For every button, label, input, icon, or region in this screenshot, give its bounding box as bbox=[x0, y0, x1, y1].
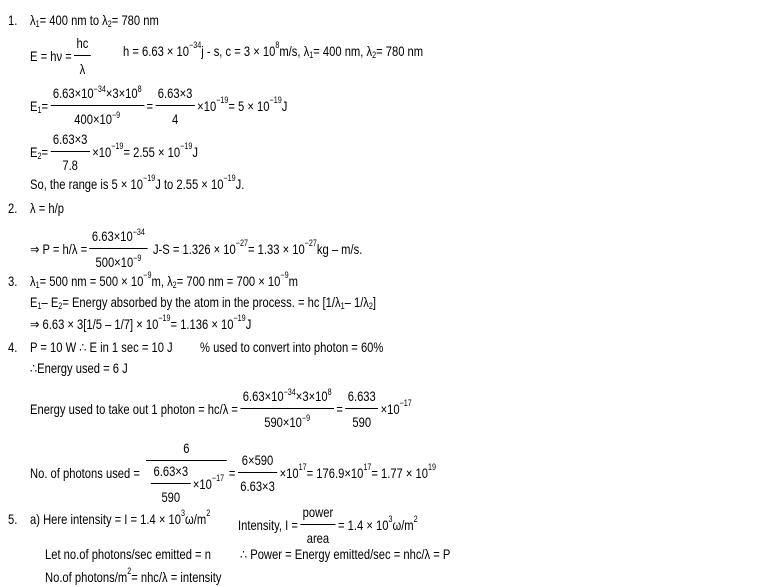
fraction bbox=[300, 504, 335, 546]
text: a) Here intensity = I = 1.4 × 10 bbox=[30, 511, 181, 527]
text: = 1.4 × 10 bbox=[337, 517, 389, 533]
text: = nhc/λ = intensity bbox=[131, 569, 222, 585]
q4-line1-percent bbox=[200, 339, 383, 355]
numerator bbox=[50, 85, 144, 105]
text: Let no.of photons/sec emitted = n bbox=[45, 546, 211, 562]
sub: 1 bbox=[35, 19, 40, 29]
sub: 2 bbox=[172, 280, 177, 290]
text: E = hν = bbox=[30, 48, 72, 64]
sup: −17 bbox=[399, 398, 412, 408]
text: 590×10 bbox=[264, 414, 302, 430]
sup: 3 bbox=[388, 514, 393, 524]
text: So, the range is 5 × 10 bbox=[30, 176, 144, 192]
numerator bbox=[90, 228, 148, 248]
sup: 8 bbox=[327, 387, 332, 397]
text: ω/m bbox=[185, 511, 207, 527]
denominator bbox=[240, 408, 334, 430]
q4-line2 bbox=[30, 360, 128, 376]
text: ⇒ P = h/λ = bbox=[30, 241, 88, 257]
text: ×3×10 bbox=[105, 85, 138, 101]
text: ∴ Power = Energy emitted/sec = nhc/λ = P bbox=[240, 546, 451, 562]
text: m, λ bbox=[151, 273, 173, 289]
q5-intensity-formula bbox=[238, 504, 418, 546]
text: ⇒ 6.63 × 3[1/5 – 1/7] × 10 bbox=[30, 316, 159, 332]
denominator: area bbox=[300, 524, 335, 546]
q1-given-values bbox=[123, 40, 424, 60]
sup: 17 bbox=[363, 461, 372, 472]
numerator: 6.63×3 bbox=[153, 463, 189, 479]
q5-line2a bbox=[45, 546, 211, 562]
text: = bbox=[228, 464, 236, 481]
text: J bbox=[281, 98, 288, 114]
q2-momentum-calc bbox=[30, 228, 362, 270]
q3-line3 bbox=[30, 313, 252, 332]
fraction bbox=[345, 388, 378, 430]
text: No.of photons/m bbox=[45, 569, 128, 585]
text: % used to convert into photon = 60% bbox=[200, 339, 384, 355]
denominator bbox=[90, 248, 148, 270]
sup: −34 bbox=[132, 227, 145, 237]
fraction bbox=[90, 228, 148, 270]
text: ω/m bbox=[392, 517, 414, 533]
sup: 17 bbox=[298, 461, 307, 472]
fraction bbox=[50, 85, 144, 127]
text: = 700 nm = 700 × 10 bbox=[176, 273, 281, 289]
sub: 1 bbox=[309, 50, 314, 60]
numerator: 6.63×3 bbox=[157, 85, 193, 101]
text: P = 10 W ∴ E in 1 sec = 10 J bbox=[30, 339, 173, 355]
text: = 5 × 10 bbox=[228, 98, 270, 114]
sub: 1 bbox=[37, 105, 42, 115]
text: = bbox=[41, 98, 49, 114]
q5-line3 bbox=[45, 566, 222, 585]
text: ×10 bbox=[279, 464, 299, 481]
sup: 8 bbox=[275, 40, 280, 50]
text: 400×10 bbox=[74, 111, 112, 127]
sup: −19 bbox=[111, 141, 124, 151]
text: E bbox=[30, 144, 38, 160]
text: ×10 bbox=[380, 401, 400, 417]
text: = 400 nm to λ bbox=[39, 12, 108, 28]
sup: 19 bbox=[428, 461, 437, 472]
q4-line1 bbox=[30, 339, 173, 355]
text: J-S = 1.326 × 10 bbox=[152, 241, 236, 257]
denominator: 590 bbox=[345, 408, 378, 430]
text: J to 2.55 × 10 bbox=[155, 176, 224, 192]
text: = 1.77 × 10 bbox=[371, 464, 429, 481]
text: 6.63×10 bbox=[91, 228, 133, 244]
sup: −19 bbox=[216, 95, 229, 105]
sup: 2 bbox=[127, 566, 132, 576]
sup: −27 bbox=[304, 238, 317, 248]
fraction bbox=[238, 452, 277, 494]
sup: −19 bbox=[158, 313, 171, 323]
denominator: 4 bbox=[155, 105, 194, 127]
sup: −9 bbox=[301, 413, 311, 423]
text: = Energy absorbed by the atom in the process. = hc [1/λ bbox=[62, 294, 341, 310]
text: E bbox=[30, 294, 38, 310]
text: 6.63×10 bbox=[52, 85, 94, 101]
sup: −19 bbox=[223, 173, 236, 183]
item-number: 3. bbox=[8, 273, 18, 289]
text: m bbox=[288, 273, 298, 289]
denominator: λ bbox=[74, 55, 91, 77]
numerator: hc bbox=[76, 35, 89, 51]
text: = bbox=[146, 98, 153, 114]
sup: −19 bbox=[143, 173, 156, 183]
text: J bbox=[245, 316, 252, 332]
text: – E bbox=[41, 294, 59, 310]
numerator: 6.633 bbox=[347, 388, 376, 404]
text: = 780 nm bbox=[376, 43, 424, 59]
q1-e2-calc bbox=[30, 131, 198, 173]
text: Intensity, I = bbox=[238, 517, 298, 533]
text: j - s, c = 3 × 10 bbox=[201, 43, 276, 59]
text: = bbox=[41, 144, 49, 160]
fraction bbox=[155, 85, 194, 127]
text: ×10 bbox=[192, 476, 212, 492]
sup: −19 bbox=[233, 313, 246, 323]
text: 500×10 bbox=[95, 254, 134, 270]
text: = 1.33 × 10 bbox=[248, 241, 305, 257]
q4-photon-count bbox=[30, 440, 436, 505]
fraction bbox=[74, 35, 91, 77]
text: = 176.9×10 bbox=[306, 464, 364, 481]
sub: 2 bbox=[368, 301, 373, 311]
text: J. bbox=[235, 176, 245, 192]
fraction bbox=[50, 131, 89, 173]
sup: −9 bbox=[280, 270, 289, 280]
text: ] bbox=[372, 294, 377, 310]
q3-line2 bbox=[30, 294, 376, 310]
sub: 2 bbox=[107, 19, 112, 29]
numerator: power bbox=[302, 504, 334, 520]
text: m/s, λ bbox=[279, 43, 310, 59]
text: = 1.136 × 10 bbox=[170, 316, 234, 332]
numerator: 6.63×3 bbox=[52, 131, 88, 147]
q2-line1 bbox=[30, 200, 64, 216]
sub: 1 bbox=[340, 301, 345, 311]
text: = 500 nm = 500 × 10 bbox=[39, 273, 144, 289]
denominator: 590 bbox=[151, 483, 190, 505]
text: = 400 nm, λ bbox=[313, 43, 373, 59]
denominator: 6.63×3 bbox=[238, 472, 277, 494]
sup: −9 bbox=[143, 270, 152, 280]
text: h = 6.63 × 10 bbox=[123, 43, 190, 59]
text: kg – m/s. bbox=[316, 241, 363, 257]
denominator bbox=[50, 105, 144, 127]
sup: 2 bbox=[413, 514, 418, 524]
text: = 2.55 × 10 bbox=[123, 144, 181, 160]
sub: 1 bbox=[35, 280, 40, 290]
q1-line1 bbox=[30, 12, 159, 28]
q3-line1 bbox=[30, 270, 298, 290]
text: = bbox=[336, 401, 343, 417]
sup: 3 bbox=[180, 508, 185, 518]
text: λ = h/p bbox=[30, 200, 64, 216]
text: – 1/λ bbox=[344, 294, 369, 310]
sup: −34 bbox=[189, 40, 202, 50]
sup: −19 bbox=[180, 141, 193, 151]
sub: 2 bbox=[58, 301, 63, 311]
q1-e1-calc bbox=[30, 85, 287, 127]
sub: 2 bbox=[37, 151, 42, 161]
denominator: 7.8 bbox=[50, 151, 89, 173]
text: = 780 nm bbox=[111, 12, 159, 28]
item-number: 2. bbox=[8, 200, 18, 216]
numerator: 6 bbox=[183, 440, 190, 456]
sup: −19 bbox=[269, 95, 282, 105]
sup: −9 bbox=[133, 253, 142, 263]
item-number: 5. bbox=[8, 511, 18, 527]
text: J bbox=[192, 144, 198, 160]
sup: 2 bbox=[206, 508, 211, 518]
sup: 8 bbox=[137, 84, 142, 94]
text: No. of photons used = bbox=[30, 464, 140, 481]
sup: −9 bbox=[111, 110, 121, 120]
sup: −17 bbox=[211, 473, 225, 483]
text: ×10 bbox=[197, 98, 217, 114]
nested-fraction bbox=[151, 463, 190, 505]
fraction bbox=[146, 440, 226, 505]
text: ×3×10 bbox=[295, 388, 328, 404]
text: 6.63×10 bbox=[242, 388, 284, 404]
sup: −27 bbox=[235, 238, 248, 248]
fraction bbox=[240, 388, 334, 430]
item-number: 4. bbox=[8, 339, 18, 355]
text: λ bbox=[30, 273, 36, 289]
q4-photon-energy bbox=[30, 388, 412, 430]
sup: −34 bbox=[283, 387, 296, 397]
numerator: 6×590 bbox=[241, 451, 274, 468]
item-number: 1. bbox=[8, 12, 18, 28]
q5-line2b bbox=[240, 546, 450, 562]
text: Energy used to take out 1 photon = hc/λ = bbox=[30, 401, 238, 417]
denominator bbox=[146, 460, 226, 505]
text: ×10 bbox=[92, 144, 112, 160]
text: λ bbox=[30, 12, 36, 28]
text: E bbox=[30, 98, 38, 114]
q1-range bbox=[30, 173, 245, 192]
text: ∴Energy used = 6 J bbox=[30, 360, 128, 376]
sub: 2 bbox=[372, 50, 377, 60]
q5-line1 bbox=[30, 508, 211, 527]
q1-energy-formula bbox=[30, 35, 93, 77]
sup: −34 bbox=[93, 84, 106, 94]
sub: 1 bbox=[37, 301, 42, 311]
numerator bbox=[240, 388, 334, 408]
